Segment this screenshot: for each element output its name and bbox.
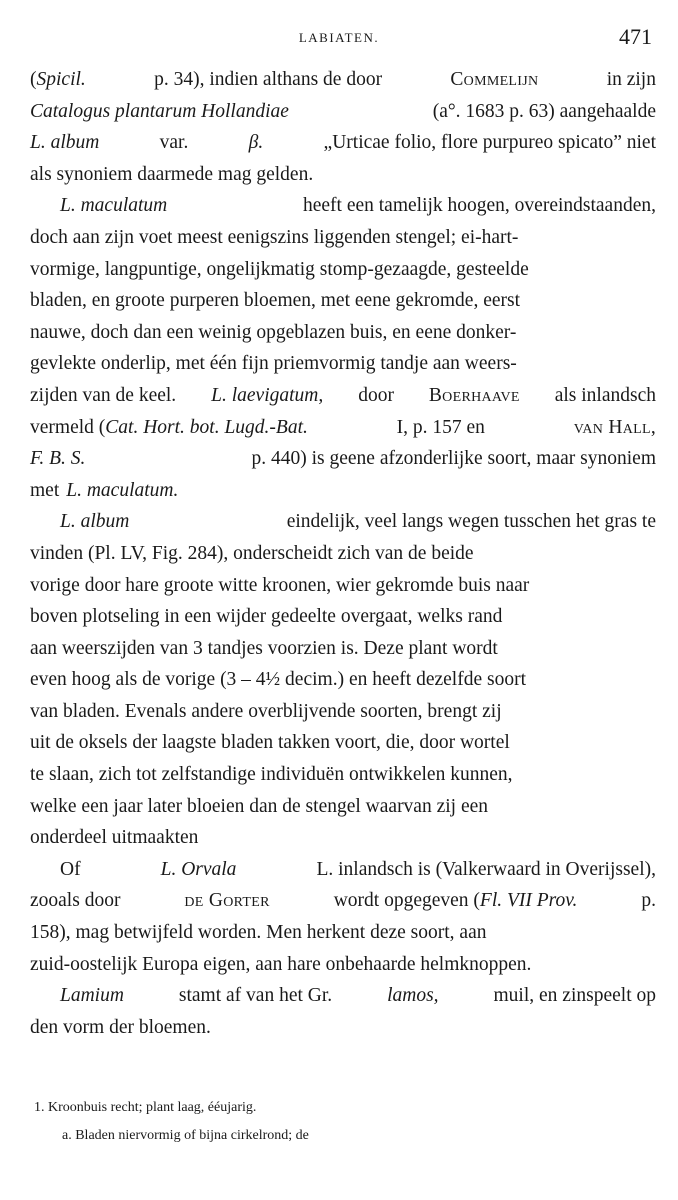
text-run: zooals door: [30, 890, 121, 912]
species-name: L. album: [60, 511, 130, 533]
text-run: 158), mag betwijfeld worden. Men herkent deze soort, aan: [30, 922, 487, 944]
text-line: [30, 822, 656, 854]
text-run: Of: [60, 858, 81, 880]
text-run: „Urticae folio, flore purpureo spicato” niet: [323, 132, 656, 154]
text-run: even hoog als de vorige (3 – 4½ decim.) en heeft dezelfde soort: [30, 669, 526, 691]
text-run: doch aan zijn voet meest eenigszins liggenden stengel; ei-hart-: [30, 226, 519, 248]
text-run: I, p. 157 en: [396, 416, 485, 438]
text-run: boven plotseling in een wijder gedeelte overgaat, welks rand: [30, 606, 503, 628]
text-line: [30, 222, 656, 254]
text-run: p.: [641, 890, 656, 912]
genus-name: Lamium: [60, 985, 124, 1007]
text-run: aan weerszijden van 3 tandjes voorzien is. Deze plant wordt: [30, 637, 498, 659]
text-line: [30, 917, 656, 949]
page-number: 471: [619, 24, 652, 49]
text-run: uit de oksels der laagste bladen takken voort, die, door wortel: [30, 732, 510, 754]
text-line: [30, 506, 656, 538]
text-run: muil, en zinspeelt op: [493, 985, 656, 1007]
species-name: L. Orvala: [160, 858, 237, 880]
text-line: [30, 791, 656, 823]
text-run: te slaan, zich tot zelfstandige individuën ontwikkelen kunnen,: [30, 764, 513, 786]
species-name: L. album: [30, 132, 100, 154]
text-run: L. inlandsch is (Valkerwaard in Overijssel),: [316, 858, 656, 880]
text-line: [30, 759, 656, 791]
text-line: [30, 570, 656, 602]
text-run: den vorm der bloemen.: [30, 1016, 211, 1038]
text-line: [30, 412, 656, 444]
text-line: [30, 96, 656, 128]
text-line: [30, 348, 656, 380]
text-run: zijden van de keel.: [30, 384, 177, 406]
text-run: eindelijk, veel langs wegen tusschen het gras te: [286, 511, 656, 533]
text-run: p. 440) is geene afzonderlijke soort, maar synoniem: [251, 448, 656, 470]
text-line: [30, 633, 656, 665]
text-line: [30, 159, 656, 191]
text-run: onderdeel uitmaakten: [30, 827, 199, 849]
body-text: [30, 64, 656, 1043]
citation-italic: Catalogus plantarum Hollandiae: [30, 100, 289, 122]
text-run: in zijn: [606, 69, 656, 90]
text-line: [30, 317, 656, 349]
text-line: [30, 601, 656, 633]
text-run: (: [30, 69, 37, 90]
text-line: [30, 854, 656, 886]
citation-italic: Fl. VII Prov.: [479, 890, 578, 912]
text-run: bladen, en groote purperen bloemen, met eene gekromde, eerst: [30, 290, 521, 312]
species-name: L. laevigatum,: [211, 384, 324, 406]
text-line: [30, 664, 656, 696]
text-line: [30, 285, 656, 317]
text-run: vorige door hare groote witte kroonen, wier gekromde buis naar: [30, 574, 530, 596]
text-line: [30, 380, 656, 412]
text-run: var.: [159, 132, 189, 154]
text-run: heeft een tamelijk hoogen, overeindstaanden,: [302, 195, 656, 217]
text-run: zuid-oostelijk Europa eigen, aan hare onbehaarde helmknoppen.: [30, 953, 532, 975]
text-line: [30, 443, 656, 475]
text-line: [30, 254, 656, 286]
running-title: LABIATEN.: [298, 30, 380, 45]
text-line: [30, 949, 656, 981]
text-run: gevlekte onderlip, met één fijn priemvormig tandje aan weers-: [30, 353, 517, 375]
text-line: [30, 1012, 656, 1044]
citation-italic: Cat. Hort. bot. Lugd.-Bat.: [105, 416, 308, 438]
text-line: [30, 885, 656, 917]
text-line: [30, 190, 656, 222]
text-run: door: [358, 384, 394, 406]
text-run: van bladen. Evenals andere overblijvende soorten, brengt zij: [30, 700, 502, 722]
text-run: nauwe, doch dan een weinig opgeblazen buis, en eene donker-: [30, 321, 517, 343]
greek-word: lamos,: [387, 985, 439, 1007]
text-line: [30, 127, 656, 159]
author-name: van Hall,: [573, 416, 656, 438]
text-run: stamt af van het Gr.: [178, 985, 333, 1007]
author-name: Boerhaave: [428, 384, 520, 406]
text-run: (a°. 1683 p. 63) aangehaalde: [432, 100, 656, 122]
citation-italic: F. B. S.: [30, 448, 86, 470]
text-run: p. 34), indien althans de door: [154, 69, 383, 90]
author-name: de Gorter: [184, 890, 270, 912]
text-line: [30, 696, 656, 728]
text-run: vermeld (: [30, 416, 106, 438]
text-run: wordt opgegeven (: [333, 890, 480, 912]
species-name: L. maculatum.: [66, 479, 179, 501]
text-line: [30, 64, 656, 96]
species-name: L. maculatum: [60, 195, 168, 217]
text-run: β.: [248, 132, 264, 154]
author-name: Commelijn: [450, 69, 539, 90]
key-line: 1. Kroonbuis recht; plant laag, ééujarig.: [34, 1100, 257, 1115]
text-run: vinden (Pl. LV, Fig. 284), onderscheidt zich van de beide: [30, 542, 474, 564]
text-run: met: [30, 479, 60, 501]
text-run: als synoniem daarmede mag gelden.: [30, 163, 314, 185]
citation-italic: Spicil.: [36, 69, 86, 90]
key-footnotes: [34, 1094, 634, 1150]
key-line: a. Bladen niervormig of bijna cirkelrond; de: [62, 1128, 309, 1143]
running-head: [0, 24, 678, 52]
text-run: welke een jaar later bloeien dan de stengel waarvan zij een: [30, 795, 489, 817]
text-run: vormige, langpuntige, ongelijkmatig stomp-gezaagde, gesteelde: [30, 258, 529, 280]
text-line: [30, 475, 656, 507]
text-line: [30, 538, 656, 570]
text-line: [30, 727, 656, 759]
text-run: als inlandsch: [554, 384, 656, 406]
text-line: [30, 980, 656, 1012]
